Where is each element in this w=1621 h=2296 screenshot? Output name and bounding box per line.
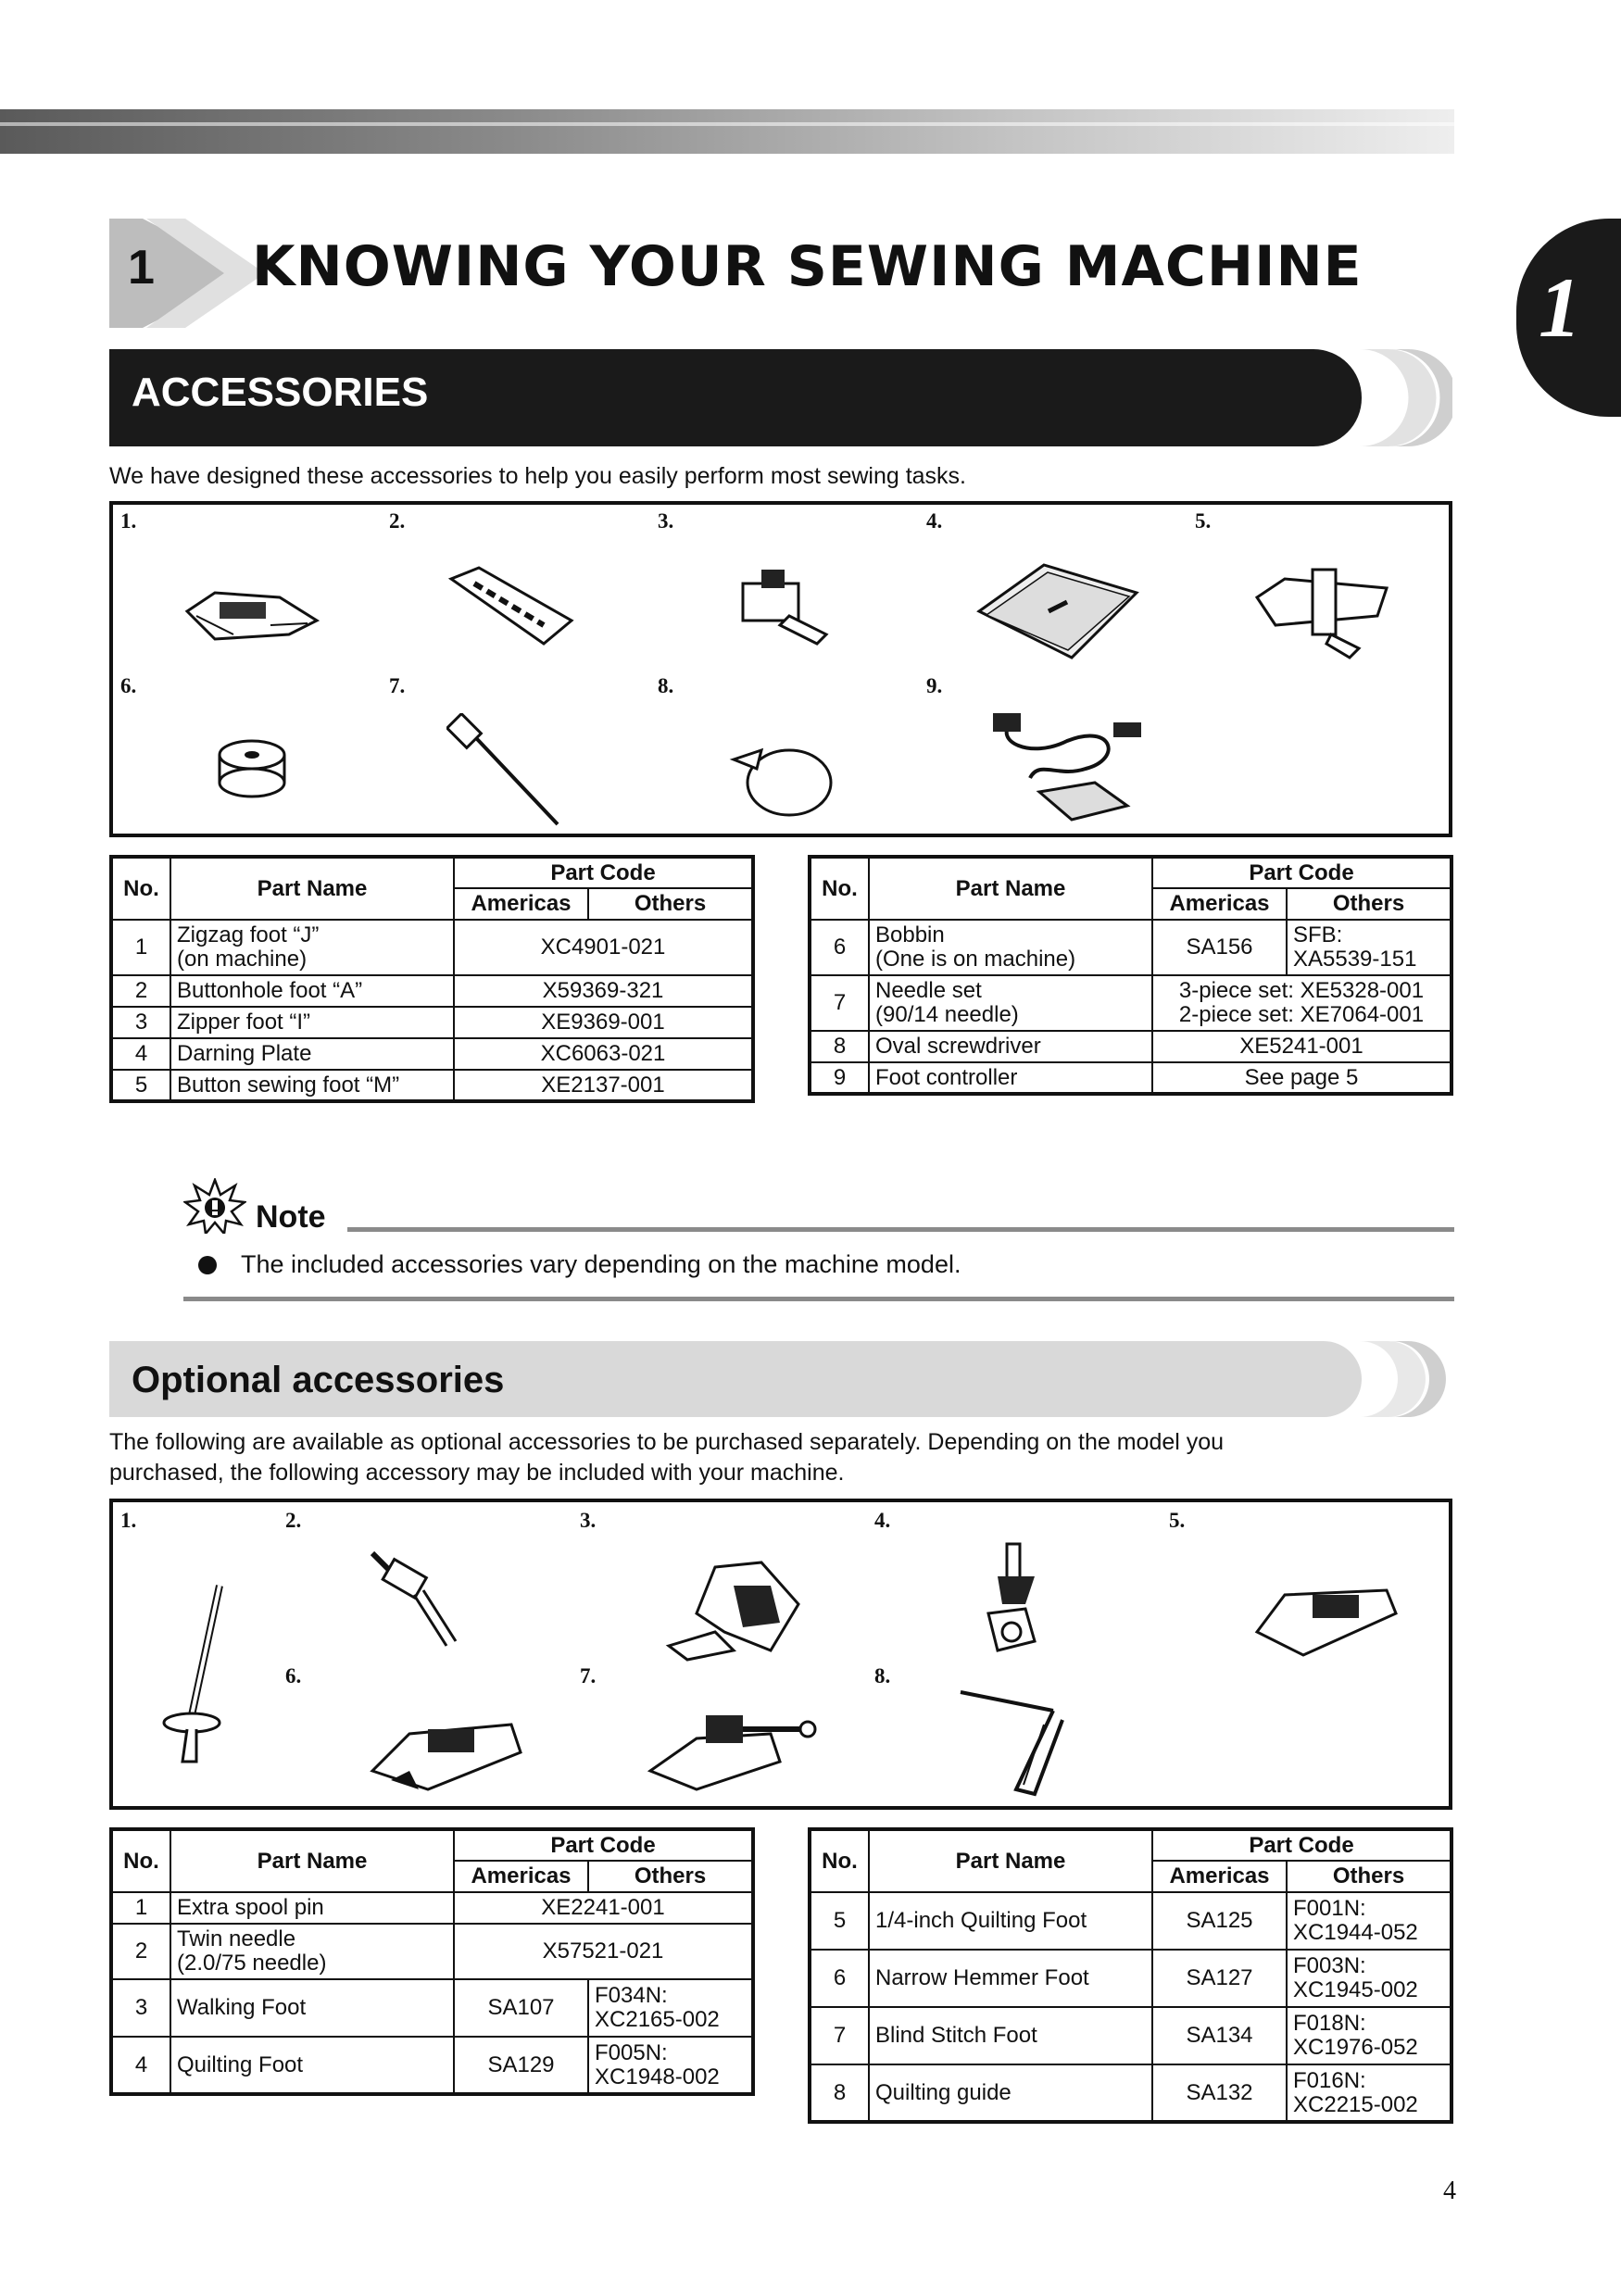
optional-illustration-box — [109, 1499, 1452, 1810]
header-gradient-bar — [0, 109, 1454, 154]
table-row — [111, 975, 753, 1007]
row-americas-code: SA134 — [1152, 2007, 1287, 2064]
darning-plate-icon — [970, 556, 1146, 667]
row-no: 1 — [111, 920, 170, 975]
col-americas-header: Americas — [454, 888, 588, 920]
row-part-name: 1/4-inch Quilting Foot — [869, 1892, 1152, 1950]
row-others-prefix: F005N: — [595, 2039, 668, 2065]
bobbin-icon — [210, 727, 294, 810]
row-no: 7 — [810, 975, 869, 1031]
col-no-header: No. — [111, 1829, 170, 1892]
row-others-prefix: F018N: — [1293, 2011, 1366, 2036]
table-row — [111, 1038, 753, 1070]
note-icon — [183, 1178, 246, 1234]
zipper-foot-icon — [724, 560, 836, 653]
bullet-icon — [198, 1256, 217, 1274]
item-label-5: 5. — [1169, 1509, 1186, 1532]
col-others-header: Others — [1287, 888, 1451, 920]
table-row — [111, 1979, 753, 2037]
quilting-foot-icon — [970, 1539, 1062, 1669]
row-no: 7 — [810, 2007, 869, 2064]
col-americas-header: Americas — [454, 1861, 588, 1892]
section-title-accessories: ACCESSORIES — [132, 370, 429, 415]
item-label-4: 4. — [874, 1509, 891, 1532]
item-label-4: 4. — [926, 509, 943, 533]
button-sewing-foot-icon — [1248, 560, 1396, 662]
table-row — [810, 2007, 1451, 2064]
row-part-name: Darning Plate — [170, 1038, 454, 1070]
section-title-optional: Optional accessories — [132, 1360, 505, 1400]
section-bar-cap-icon — [1360, 1341, 1452, 1417]
row-part-code: XC6063-021 — [454, 1038, 753, 1070]
row-others-prefix: SFB: — [1293, 922, 1343, 947]
narrow-hemmer-foot-icon — [363, 1706, 530, 1799]
row-no: 8 — [810, 2064, 869, 2122]
row-others-prefix: F034N: — [595, 1983, 668, 2008]
item-label-5: 5. — [1195, 509, 1212, 533]
row-part-name: Foot controller — [869, 1062, 1152, 1094]
note-label: Note — [256, 1199, 326, 1235]
row-part-name: Quilting guide — [869, 2064, 1152, 2122]
table-row — [810, 1062, 1451, 1094]
blind-stitch-foot-icon — [641, 1687, 826, 1799]
accessories-intro: We have designed these accessories to help you easily perform most sewing tasks. — [109, 463, 966, 489]
oval-screwdriver-icon — [724, 732, 836, 824]
row-no: 3 — [111, 1007, 170, 1038]
row-part-name: Buttonhole foot “A” — [170, 975, 454, 1007]
col-part-name-header: Part Name — [170, 857, 454, 920]
row-part-name: Quilting Foot — [170, 2037, 454, 2094]
row-americas-code: SA127 — [1152, 1950, 1287, 2007]
row-part-code: X57521-021 — [454, 1924, 753, 1979]
col-part-name-header: Part Name — [869, 1829, 1152, 1892]
chapter-title: KNOWING YOUR SEWING MACHINE — [252, 234, 1363, 299]
col-others-header: Others — [588, 1861, 753, 1892]
col-americas-header: Americas — [1152, 888, 1287, 920]
row-no: 1 — [111, 1892, 170, 1924]
col-part-code-header: Part Code — [454, 857, 753, 888]
row-no: 4 — [111, 1038, 170, 1070]
row-americas-code: SA125 — [1152, 1892, 1287, 1950]
table-row — [810, 975, 1451, 1031]
note-text: The included accessories vary depending on the machine model. — [241, 1250, 961, 1278]
row-part-name: Blind Stitch Foot — [869, 2007, 1152, 2064]
item-label-1: 1. — [120, 1509, 137, 1532]
table-row — [111, 1892, 753, 1924]
row-americas-code: SA129 — [454, 2037, 588, 2094]
row-no: 2 — [111, 1924, 170, 1979]
item-label-8: 8. — [658, 674, 674, 697]
row-part-name: Extra spool pin — [170, 1892, 454, 1924]
row-part-code: XC4901-021 — [454, 920, 753, 975]
row-part-code: XE2241-001 — [454, 1892, 753, 1924]
row-part-code: 2-piece set: XE7064-001 — [1178, 1002, 1425, 1027]
needle-icon — [446, 713, 567, 834]
row-americas-code: SA156 — [1152, 920, 1287, 975]
row-others-code: XC2165-002 — [595, 2007, 720, 2032]
table-row — [111, 2037, 753, 2094]
table-row — [810, 2064, 1451, 2122]
col-americas-header: Americas — [1152, 1861, 1287, 1892]
col-others-header: Others — [588, 888, 753, 920]
extra-spool-pin-icon — [145, 1576, 247, 1771]
row-part-name-note: (One is on machine) — [875, 947, 1076, 972]
zigzag-foot-icon — [178, 570, 326, 653]
row-part-name: Bobbin — [875, 922, 945, 947]
item-label-3: 3. — [658, 509, 674, 533]
table-row — [111, 1070, 753, 1101]
col-part-code-header: Part Code — [1152, 1829, 1451, 1861]
row-no: 4 — [111, 2037, 170, 2094]
buttonhole-foot-icon — [442, 560, 581, 653]
row-part-name: Oval screwdriver — [869, 1031, 1152, 1062]
row-others-code: XC1945-002 — [1293, 1977, 1418, 2002]
row-others-prefix: F001N: — [1293, 1896, 1366, 1921]
chapter-side-tab — [1516, 219, 1621, 417]
item-label-3: 3. — [580, 1509, 597, 1532]
item-label-8: 8. — [874, 1664, 891, 1687]
item-label-2: 2. — [285, 1509, 302, 1532]
table-row — [111, 920, 753, 975]
row-part-name: Zipper foot “I” — [170, 1007, 454, 1038]
accessories-table-left — [109, 855, 755, 1103]
row-americas-code: SA132 — [1152, 2064, 1287, 2122]
row-others-prefix: F003N: — [1293, 1953, 1366, 1978]
item-label-7: 7. — [389, 674, 406, 697]
row-part-name-note: (on machine) — [177, 947, 308, 972]
row-no: 9 — [810, 1062, 869, 1094]
row-part-name: Narrow Hemmer Foot — [869, 1950, 1152, 2007]
item-label-9: 9. — [926, 674, 943, 697]
row-others-code: XC1976-052 — [1293, 2035, 1418, 2060]
note-top-rule — [347, 1227, 1454, 1232]
optional-table-left — [109, 1827, 755, 2096]
item-label-7: 7. — [580, 1664, 597, 1687]
optional-intro-line1: The following are available as optional accessories to be purchased separately. Depending on the model you — [109, 1429, 1225, 1455]
row-others-code: XC2215-002 — [1293, 2091, 1418, 2117]
optional-intro-line2: purchased, the following accessory may be included with your machine. — [109, 1460, 845, 1486]
row-others-prefix: F016N: — [1293, 2067, 1366, 2093]
note-bottom-rule — [183, 1297, 1454, 1301]
row-part-name-note: (90/14 needle) — [875, 1002, 1019, 1027]
row-part-name: Button sewing foot “M” — [170, 1070, 454, 1101]
col-no-header: No. — [810, 857, 869, 920]
row-part-code: XE9369-001 — [454, 1007, 753, 1038]
quarter-inch-quilting-foot-icon — [1248, 1576, 1405, 1669]
row-others-code: XC1948-002 — [595, 2064, 720, 2089]
row-part-name-note: (2.0/75 needle) — [177, 1951, 327, 1976]
row-others-code: XC1944-052 — [1293, 1920, 1418, 1945]
col-part-name-header: Part Name — [869, 857, 1152, 920]
table-row — [810, 1950, 1451, 2007]
col-part-code-header: Part Code — [454, 1829, 753, 1861]
optional-table-right — [808, 1827, 1453, 2124]
row-part-code: See page 5 — [1152, 1062, 1451, 1094]
row-part-code: XE2137-001 — [454, 1070, 753, 1101]
chapter-number: 1 — [128, 241, 155, 295]
twin-needle-icon — [363, 1544, 465, 1655]
walking-foot-icon — [660, 1549, 808, 1669]
row-no: 2 — [111, 975, 170, 1007]
row-americas-code: SA107 — [454, 1979, 588, 2037]
item-label-1: 1. — [120, 509, 137, 533]
table-row — [810, 920, 1451, 975]
row-part-code: 3-piece set: XE5328-001 — [1178, 978, 1425, 1003]
row-part-name: Zigzag foot “J” — [177, 922, 320, 947]
quilting-guide-icon — [951, 1683, 1072, 1803]
accessories-table-right — [808, 855, 1453, 1096]
row-part-name: Twin needle — [177, 1926, 296, 1951]
row-no: 5 — [111, 1070, 170, 1101]
row-part-code: XE5241-001 — [1152, 1031, 1451, 1062]
table-row — [111, 1924, 753, 1979]
row-part-name: Walking Foot — [170, 1979, 454, 2037]
col-part-code-header: Part Code — [1152, 857, 1451, 888]
row-others-code: XA5539-151 — [1293, 947, 1417, 972]
side-tab-number: 1 — [1539, 260, 1581, 355]
row-no: 3 — [111, 1979, 170, 2037]
foot-controller-icon — [974, 704, 1160, 834]
row-no: 6 — [810, 920, 869, 975]
row-no: 6 — [810, 1950, 869, 2007]
row-part-code: X59369-321 — [454, 975, 753, 1007]
page-number: 4 — [1443, 2177, 1456, 2205]
row-no: 8 — [810, 1031, 869, 1062]
table-row — [810, 1031, 1451, 1062]
col-others-header: Others — [1287, 1861, 1451, 1892]
section-bar-cap-icon — [1360, 349, 1452, 446]
item-label-6: 6. — [120, 674, 137, 697]
col-part-name-header: Part Name — [170, 1829, 454, 1892]
col-no-header: No. — [810, 1829, 869, 1892]
row-no: 5 — [810, 1892, 869, 1950]
table-row — [111, 1007, 753, 1038]
row-part-name: Needle set — [875, 978, 982, 1003]
table-row — [810, 1892, 1451, 1950]
item-label-6: 6. — [285, 1664, 302, 1687]
accessories-illustration-box — [109, 501, 1452, 837]
col-no-header: No. — [111, 857, 170, 920]
item-label-2: 2. — [389, 509, 406, 533]
